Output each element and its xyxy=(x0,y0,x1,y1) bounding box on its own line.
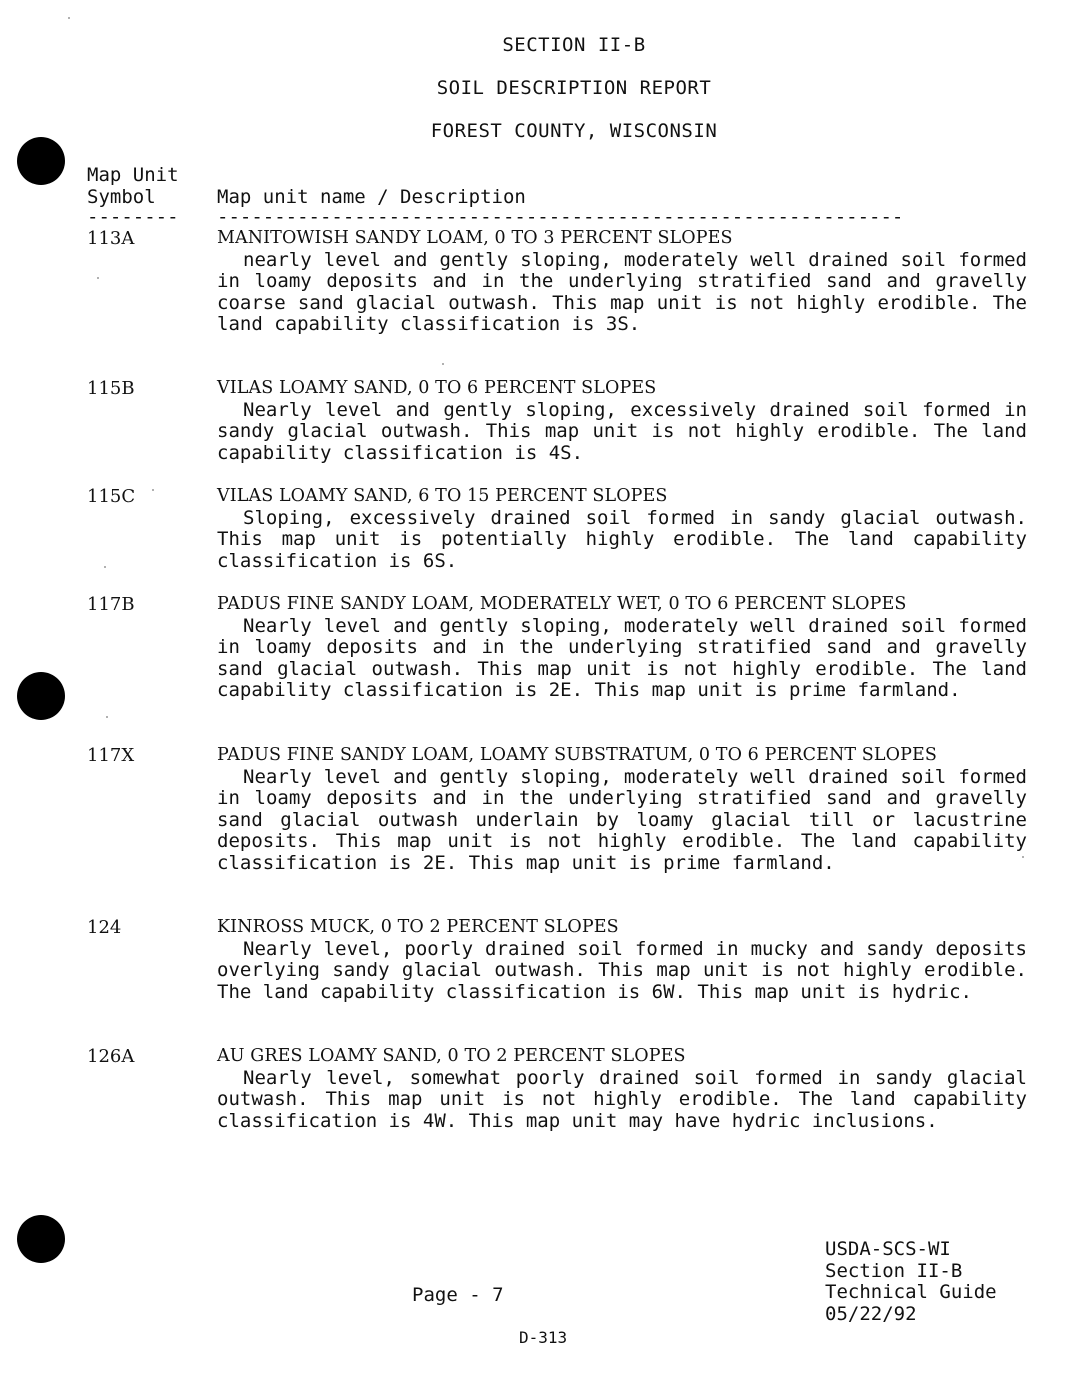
column-header-description: Map unit name / Description xyxy=(217,186,526,208)
map-unit-description: Sloping, excessively drained soil formed in sandy glacial outwash. This map unit is potentially highly erodible. The land capability classification is 6S. xyxy=(217,506,1027,572)
column-rule-symbol: -------- xyxy=(87,206,179,228)
column-rule-description: ------------------------------------------------------------ xyxy=(217,206,904,228)
scan-speck xyxy=(104,566,106,568)
column-header-symbol-line2: Symbol xyxy=(87,186,156,208)
scan-speck xyxy=(97,277,99,279)
footer-date: 05/22/92 xyxy=(825,1302,917,1325)
scan-speck xyxy=(1022,856,1024,858)
scan-speck xyxy=(106,716,108,718)
map-unit-name: AU GRES LOAMY SAND, 0 TO 2 PERCENT SLOPES xyxy=(217,1046,686,1066)
footer-guide: Technical Guide xyxy=(825,1281,997,1303)
map-unit-name: PADUS FINE SANDY LOAM, LOAMY SUBSTRATUM, 0 TO 6 PERCENT SLOPES xyxy=(217,745,937,765)
scan-speck xyxy=(152,489,154,491)
map-unit-symbol: 117X xyxy=(87,745,135,766)
map-unit-name: PADUS FINE SANDY LOAM, MODERATELY WET, 0 TO 6 PERCENT SLOPES xyxy=(217,594,907,614)
map-unit-symbol: 124 xyxy=(87,917,122,938)
map-unit-symbol: 117B xyxy=(87,594,135,615)
document-id: D-313 xyxy=(519,1328,568,1347)
map-unit-name: MANITOWISH SANDY LOAM, 0 TO 3 PERCENT SLOPES xyxy=(217,228,733,248)
map-unit-symbol: 115B xyxy=(87,378,135,399)
footer-reference xyxy=(825,1239,997,1325)
map-unit-description: nearly level and gently sloping, moderately well drained soil formed in loamy deposits and in the underlying stratified sand and gravelly coarse sand glacial outwash. This map unit is not highly erodible. The land capability classification is 3S. xyxy=(217,248,1027,336)
map-unit-description: Nearly level and gently sloping, moderately well drained soil formed in loamy deposits and in the underlying stratified sand and gravelly sand glacial outwash underlain by loamy glacial till or lacustrine deposits. This map unit is not highly erodible. The land capability classification is 2E. This map unit is prime farmland. xyxy=(217,765,1027,874)
map-unit-description: Nearly level, poorly drained soil formed in mucky and sandy deposits overlying sandy glacial outwash. This map unit is not highly erodible. The land capability classification is 6W. This map unit is hydric. xyxy=(217,937,1027,1003)
scan-speck xyxy=(442,363,444,365)
footer-section: Section II-B xyxy=(825,1259,963,1282)
map-unit-symbol: 113A xyxy=(87,228,135,249)
map-unit-name: VILAS LOAMY SAND, 0 TO 6 PERCENT SLOPES xyxy=(217,378,657,398)
binder-hole xyxy=(17,137,65,185)
map-unit-symbol: 126A xyxy=(87,1046,135,1067)
scan-speck xyxy=(68,17,70,19)
page-number: Page - 7 xyxy=(412,1284,504,1306)
location-title: FOREST COUNTY, WISCONSIN xyxy=(430,120,718,142)
map-unit-description: Nearly level, somewhat poorly drained soil formed in sandy glacial outwash. This map unit is not highly erodible. The land capability classification is 4W. This map unit may have hydric inclusions. xyxy=(217,1066,1027,1132)
map-unit-description: Nearly level and gently sloping, moderately well drained soil formed in loamy deposits and in the underlying stratified sand and gravelly sand glacial outwash. This map unit is not highly erodible. The land capability classification is 2E. This map unit is prime farmland. xyxy=(217,614,1027,702)
binder-hole xyxy=(17,1215,65,1263)
map-unit-name: VILAS LOAMY SAND, 6 TO 15 PERCENT SLOPES xyxy=(217,486,668,506)
map-unit-symbol: 115C xyxy=(87,486,136,507)
report-title: SOIL DESCRIPTION REPORT xyxy=(436,77,712,99)
section-title: SECTION II-B xyxy=(502,34,646,56)
map-unit-description: Nearly level and gently sloping, excessively drained soil formed in sandy glacial outwash. This map unit is not highly erodible. The land capability classification is 4S. xyxy=(217,398,1027,464)
map-unit-name: KINROSS MUCK, 0 TO 2 PERCENT SLOPES xyxy=(217,917,619,937)
column-header-symbol xyxy=(87,164,179,208)
footer-agency: USDA-SCS-WI xyxy=(825,1238,951,1260)
column-header-symbol-line1: Map Unit xyxy=(87,164,179,186)
binder-hole xyxy=(17,672,65,720)
